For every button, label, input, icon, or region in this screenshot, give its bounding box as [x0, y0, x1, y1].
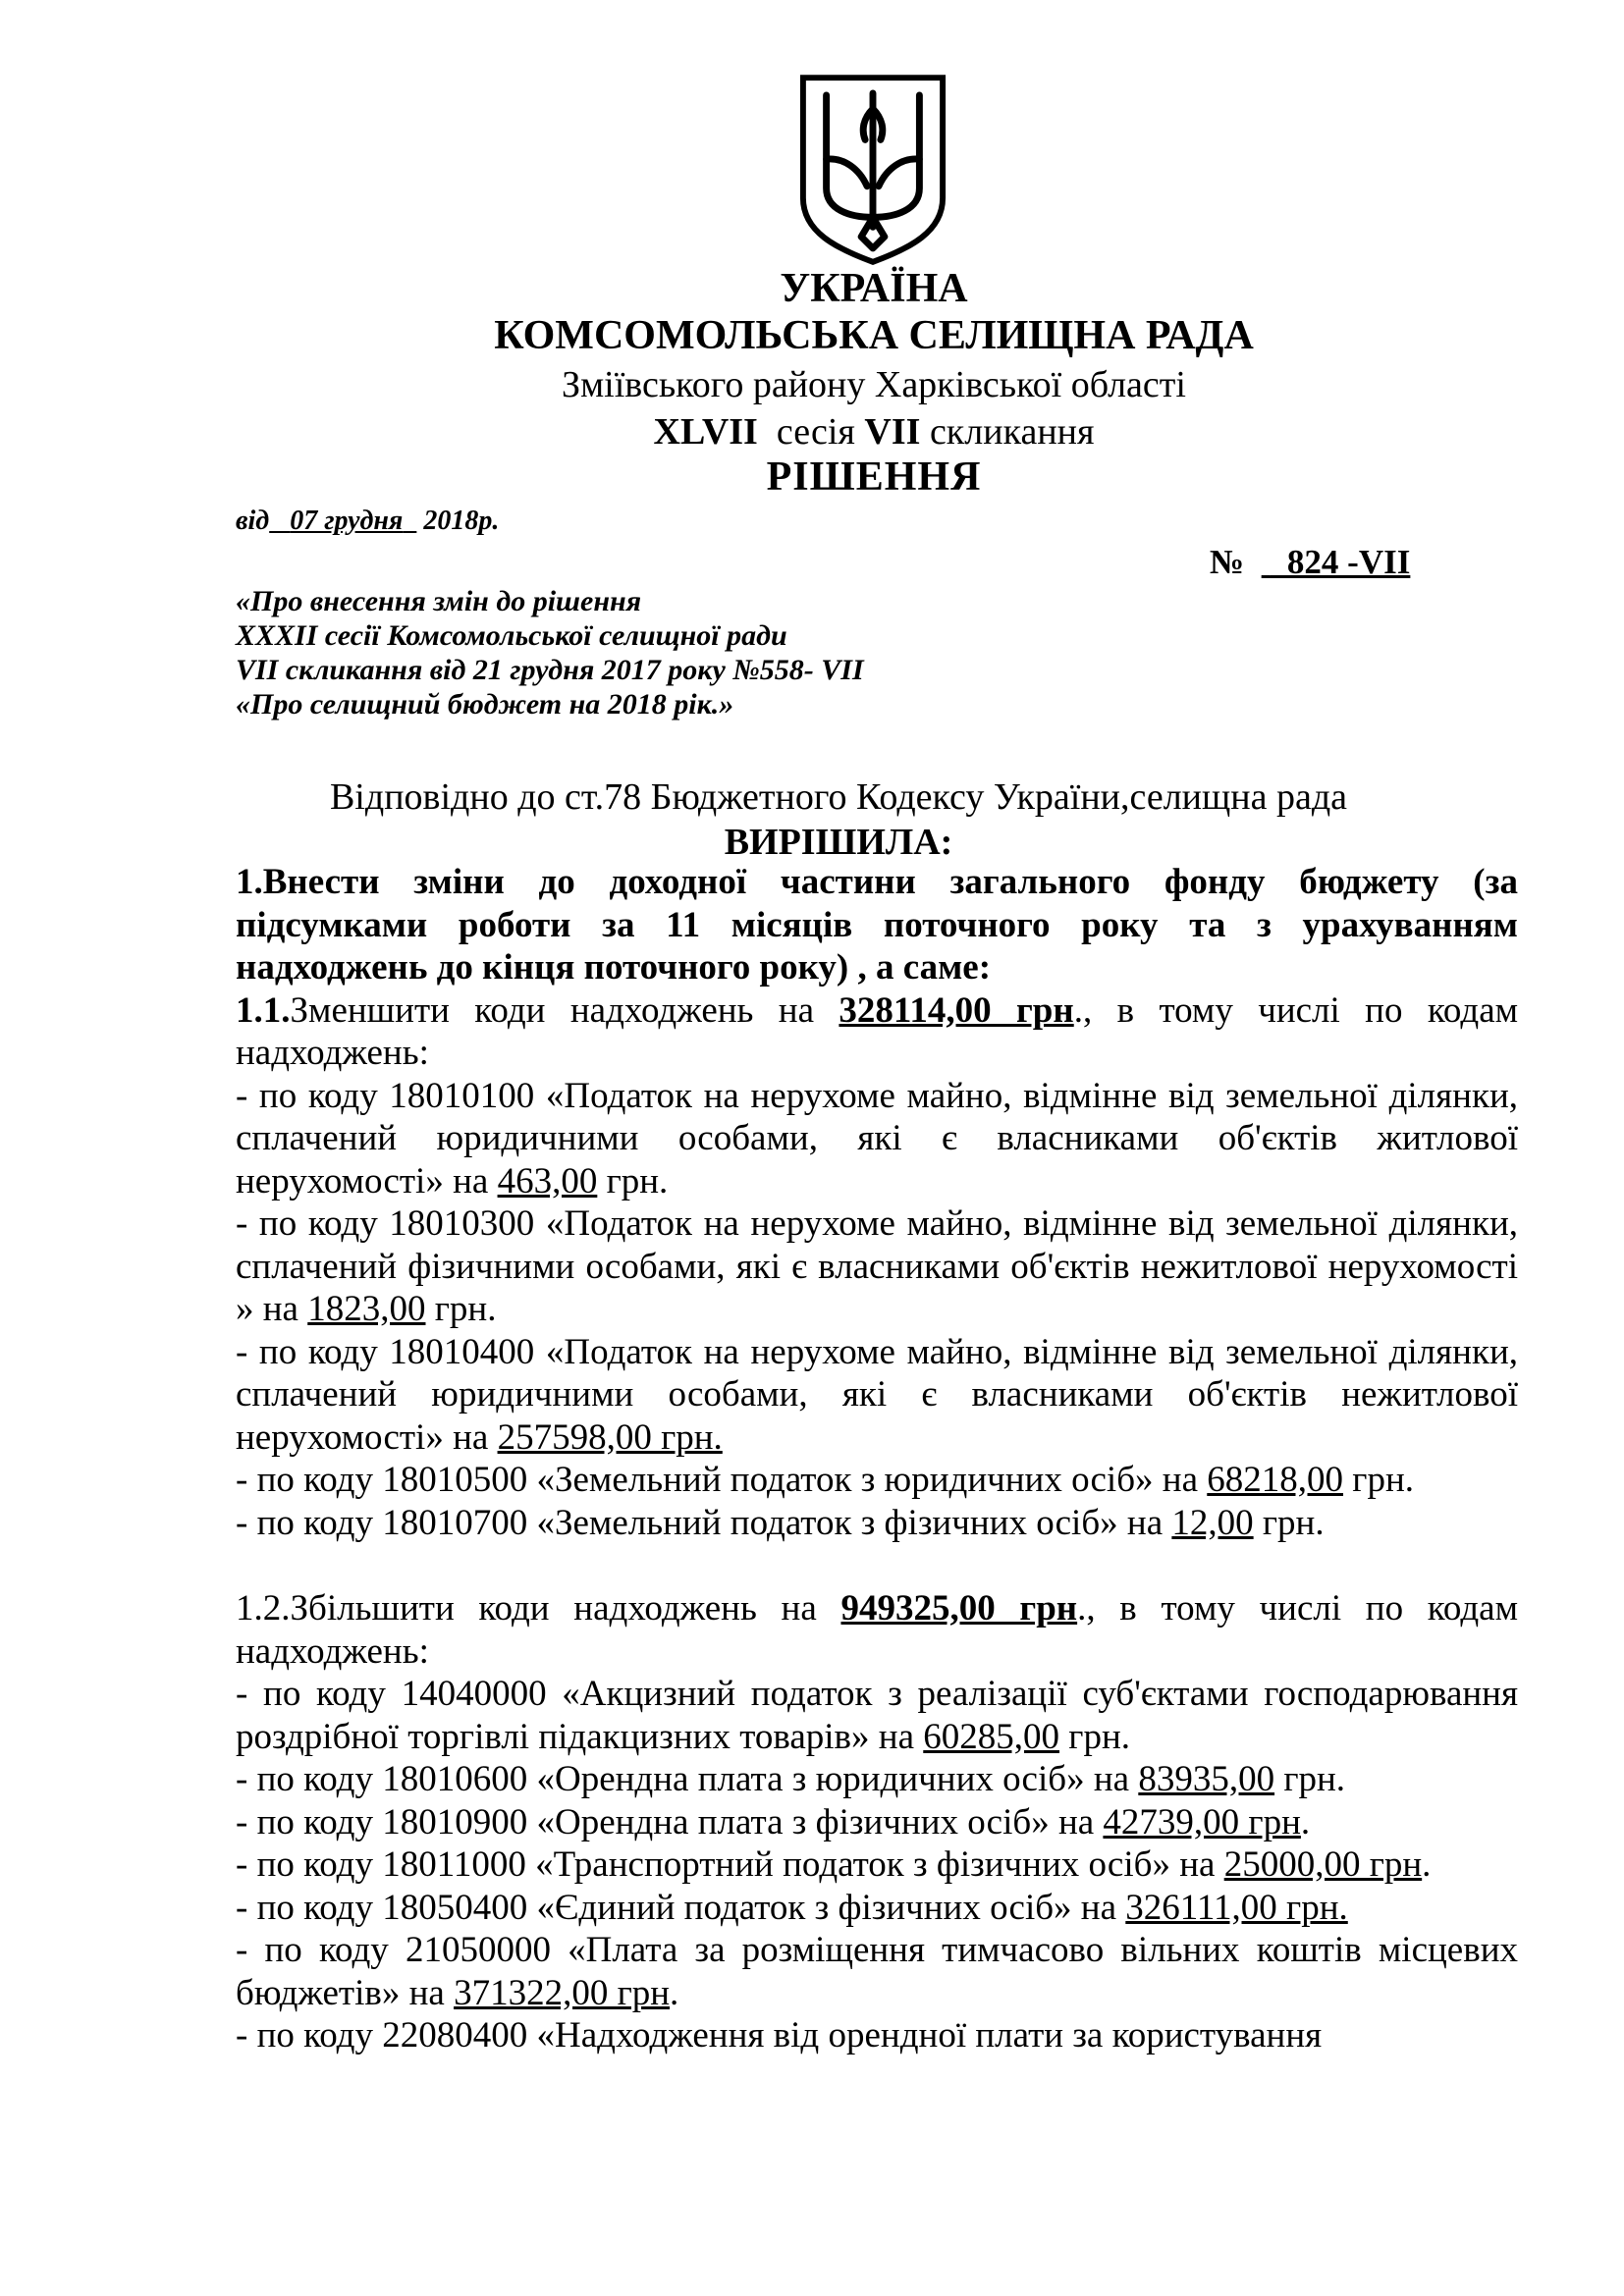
paragraph-gap	[236, 1544, 1518, 1587]
code-amount: 12,00	[1171, 1502, 1254, 1543]
council-heading: КОМСОМОЛЬСЬКА СЕЛИЩНА РАДА	[494, 313, 1254, 358]
decision-date	[236, 506, 499, 537]
subject-line: «Про селищний бюджет на 2018 рік.»	[236, 688, 734, 721]
code-line: - по коду 18010900 «Орендна плата з фізичних осіб» на 42739,00 грн.	[236, 1801, 1311, 1842]
date-prefix: від	[236, 506, 270, 536]
item-1-2: 1.2.Збільшити коди надходжень на 949325,00 грн., в тому числі по кодам надходжень:	[236, 1588, 1518, 1672]
decision-subject	[236, 584, 864, 721]
convocation-word: скликання	[929, 411, 1095, 453]
decision-body	[236, 861, 1518, 2057]
date-day-month: 07 грудня	[290, 506, 404, 536]
code-amount: 42739,00 грн	[1103, 1801, 1301, 1842]
code-line: - по коду 22080400 «Надходження від орендної плати за користування	[236, 2015, 1323, 2056]
session-roman: XLVII	[653, 411, 758, 453]
code-line: - по коду 18010700 «Земельний податок з фізичних осіб» на 12,00 грн.	[236, 1502, 1325, 1543]
code-line: - по коду 18010300 «Податок на нерухоме майно, відмінне від земельної ділянки, сплачений фізичними особами, які є власниками об'єктів нежитлової нерухомості » на 1823,00 грн.	[236, 1203, 1518, 1329]
code-amount: 1823,00	[307, 1289, 426, 1329]
code-line: - по коду 21050000 «Плата за розміщення тимчасово вільних коштів місцевих бюджетів» на 371322,00 грн.	[236, 1930, 1518, 2013]
item-1: 1.Внести зміни до доходної частини загального фонду бюджету (за підсумками роботи за 11 місяців поточного року та з урахуванням надходжень до кінця поточного року) , а саме:	[236, 862, 1518, 988]
decision-number	[1210, 543, 1410, 582]
item-1-2-total: 949325,00 грн	[840, 1588, 1078, 1629]
code-amount: 60285,00	[923, 1716, 1060, 1757]
country-heading: УКРАЇНА	[780, 266, 968, 311]
item-1-1: 1.1.Зменшити коди надходжень на 328114,00 грн., в тому числі по кодам надходжень:	[236, 989, 1519, 1073]
session-heading	[0, 410, 1624, 454]
date-year: 2018р.	[423, 506, 500, 536]
intro-paragraph: Відповідно до ст.78 Бюджетного Кодексу України,селищна рада	[329, 776, 1348, 818]
resolved-heading: ВИРІШИЛА:	[724, 822, 953, 863]
code-line: - по коду 18010500 «Земельний податок з юридичних осіб» на 68218,00 грн.	[236, 1460, 1414, 1500]
session-word: сесія	[776, 411, 855, 453]
code-line: - по коду 18050400 «Єдиний податок з фізичних осіб» на 326111,00 грн.	[236, 1887, 1348, 1928]
subject-line: XXXII сесії Комсомольської селищної ради	[236, 619, 787, 652]
code-amount: 463,00	[497, 1160, 598, 1201]
number-value: _824 -VII	[1270, 543, 1411, 581]
code-amount: 25000,00 грн	[1223, 1844, 1423, 1885]
subject-line: «Про внесення змін до рішення	[236, 585, 642, 617]
item-1-1-total: 328114,00 грн	[839, 989, 1074, 1031]
trident-emblem-icon	[795, 71, 950, 267]
code-amount: 326111,00 грн.	[1125, 1887, 1348, 1928]
district-heading: Зміївського району Харківської області	[562, 364, 1186, 405]
code-line: - по коду 18010100 «Податок на нерухоме майно, відмінне від земельної ділянки, сплачений юридичними особами, які є власниками об'єктів житлової нерухомості» на 463,00 грн.	[236, 1075, 1518, 1201]
code-line: - по коду 18010400 «Податок на нерухоме майно, відмінне від земельної ділянки, сплачений юридичними особами, які є власниками об'єктів нежитлової нерухомості» на 257598,00 грн.	[236, 1331, 1518, 1458]
code-amount: 68218,00	[1207, 1460, 1344, 1500]
subject-line: VII скликання від 21 грудня 2017 року №558- VII	[236, 654, 864, 686]
code-line: - по коду 18010600 «Орендна плата з юридичних осіб» на 83935,00 грн.	[236, 1759, 1346, 1799]
code-amount: 83935,00	[1138, 1759, 1275, 1799]
code-amount: 257598,00 грн.	[497, 1416, 723, 1458]
code-line: - по коду 18011000 «Транспортний податок з фізичних осіб» на 25000,00 грн.	[236, 1844, 1432, 1885]
code-line: - по коду 14040000 «Акцизний податок з реалізації суб'єктами господарювання роздрібної торгівлі підакцизних товарів» на 60285,00 грн.	[236, 1674, 1518, 1757]
number-sign: №	[1210, 543, 1245, 581]
decision-title: РІШЕННЯ	[766, 454, 982, 500]
convocation-roman: VII	[864, 411, 921, 453]
code-amount: 371322,00 грн	[454, 1972, 671, 2013]
item-1-1-label: 1.1.	[236, 989, 291, 1031]
